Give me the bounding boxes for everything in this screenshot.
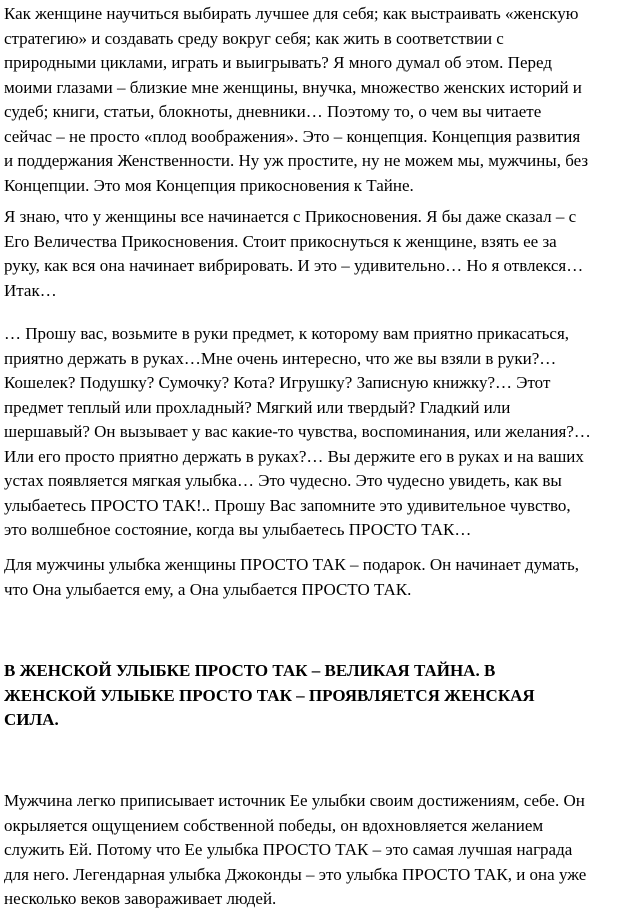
- text-line: и поддержания Женственности. Ну уж простите, ну не можем мы, мужчины, без: [4, 151, 589, 170]
- heading-line: СИЛА.: [4, 710, 59, 729]
- paragraph-gioconda: [4, 789, 620, 912]
- text-line: устах появляется мягкая улыбка… Это чудесно. Это чудесно увидеть, как вы: [4, 471, 562, 490]
- text-line: улыбаетесь ПРОСТО ТАК!.. Прошу Вас запомните это удивительное чувство,: [4, 495, 571, 515]
- text-line: это волшебное состояние, когда вы улыбаетесь ПРОСТО ТАК…: [4, 520, 472, 539]
- text-line: предмет теплый или прохладный? Мягкий или твердый? Гладкий или: [4, 397, 511, 417]
- text-line: Для мужчины улыбка женщины ПРОСТО ТАК – подарок. Он начинает думать,: [4, 555, 580, 574]
- text-line: … Прошу вас, возьмите в руки предмет, к которому вам приятно прикасаться,: [4, 324, 570, 343]
- text-line: Я знаю, что у женщины все начинается с Прикосновения. Я бы даже сказал – с: [4, 207, 577, 226]
- text-line: Итак…: [4, 280, 57, 300]
- text-line: шершавый? Он вызывает у вас какие-то чувства, воспоминания, или желания?…: [4, 422, 591, 441]
- text-line: Кошелек? Подушку? Сумочку? Кота? Игрушку? Записную книжку?… Этот: [4, 373, 551, 392]
- text-line: Концепции. Это моя Концепция прикосновения к Тайне.: [4, 175, 414, 195]
- text-line: окрыляется ощущением собственной победы, он вдохновляется желанием: [4, 815, 544, 835]
- text-line: для него. Легендарная улыбка Джоконды – это улыбка ПРОСТО ТАК, и она уже: [4, 864, 587, 884]
- text-line: Или его просто приятно держать в руках?… Вы держите его в руках и на ваших: [4, 446, 584, 466]
- text-line: что Она улыбается ему, а Она улыбается ПРОСТО ТАК.: [4, 579, 412, 599]
- text-line: Как женщине научиться выбирать лучшее для себя; как выстраивать «женскую: [4, 4, 579, 23]
- paragraph-intro: [4, 2, 620, 198]
- text-line: руку, как вся она начинает вибрировать. И это – удивительно… Но я отвлекся…: [4, 256, 584, 275]
- text-line: природными циклами, играть и выигрывать? Я много думал об этом. Перед: [4, 53, 552, 72]
- paragraph-gift: [4, 553, 620, 602]
- text-line: сейчас – не просто «плод воображения». Это – концепция. Концепция развития: [4, 126, 581, 146]
- paragraph-exercise: [4, 322, 620, 543]
- text-line: Мужчина легко приписывает источник Ее улыбки своим достижениям, себе. Он: [4, 791, 585, 810]
- text-line: приятно держать в руках…Мне очень интересно, что же вы взяли в руки?…: [4, 348, 557, 368]
- section-heading: [4, 659, 620, 733]
- text-line: Его Величества Прикосновения. Стоит прикоснуться к женщине, взять ее за: [4, 231, 557, 251]
- heading-line: В ЖЕНСКОЙ УЛЫБКЕ ПРОСТО ТАК – ВЕЛИКАЯ ТАЙНА. В: [4, 661, 496, 680]
- text-line: служить Ей. Потому что Ее улыбка ПРОСТО ТАК – это самая лучшая награда: [4, 840, 573, 859]
- text-line: стратегию» и создавать среду вокруг себя; как жить в соответствии с: [4, 28, 504, 48]
- paragraph-touch: [4, 205, 620, 303]
- text-line: несколько веков завораживает людей.: [4, 889, 277, 908]
- text-line: судеб; книги, статьи, блокноты, дневники… Поэтому то, о чем вы читаете: [4, 102, 542, 121]
- text-line: моими глазами – близкие мне женщины, внучка, множество женских историй и: [4, 77, 582, 97]
- heading-line: ЖЕНСКОЙ УЛЫБКЕ ПРОСТО ТАК – ПРОЯВЛЯЕТСЯ ЖЕНСКАЯ: [4, 685, 535, 705]
